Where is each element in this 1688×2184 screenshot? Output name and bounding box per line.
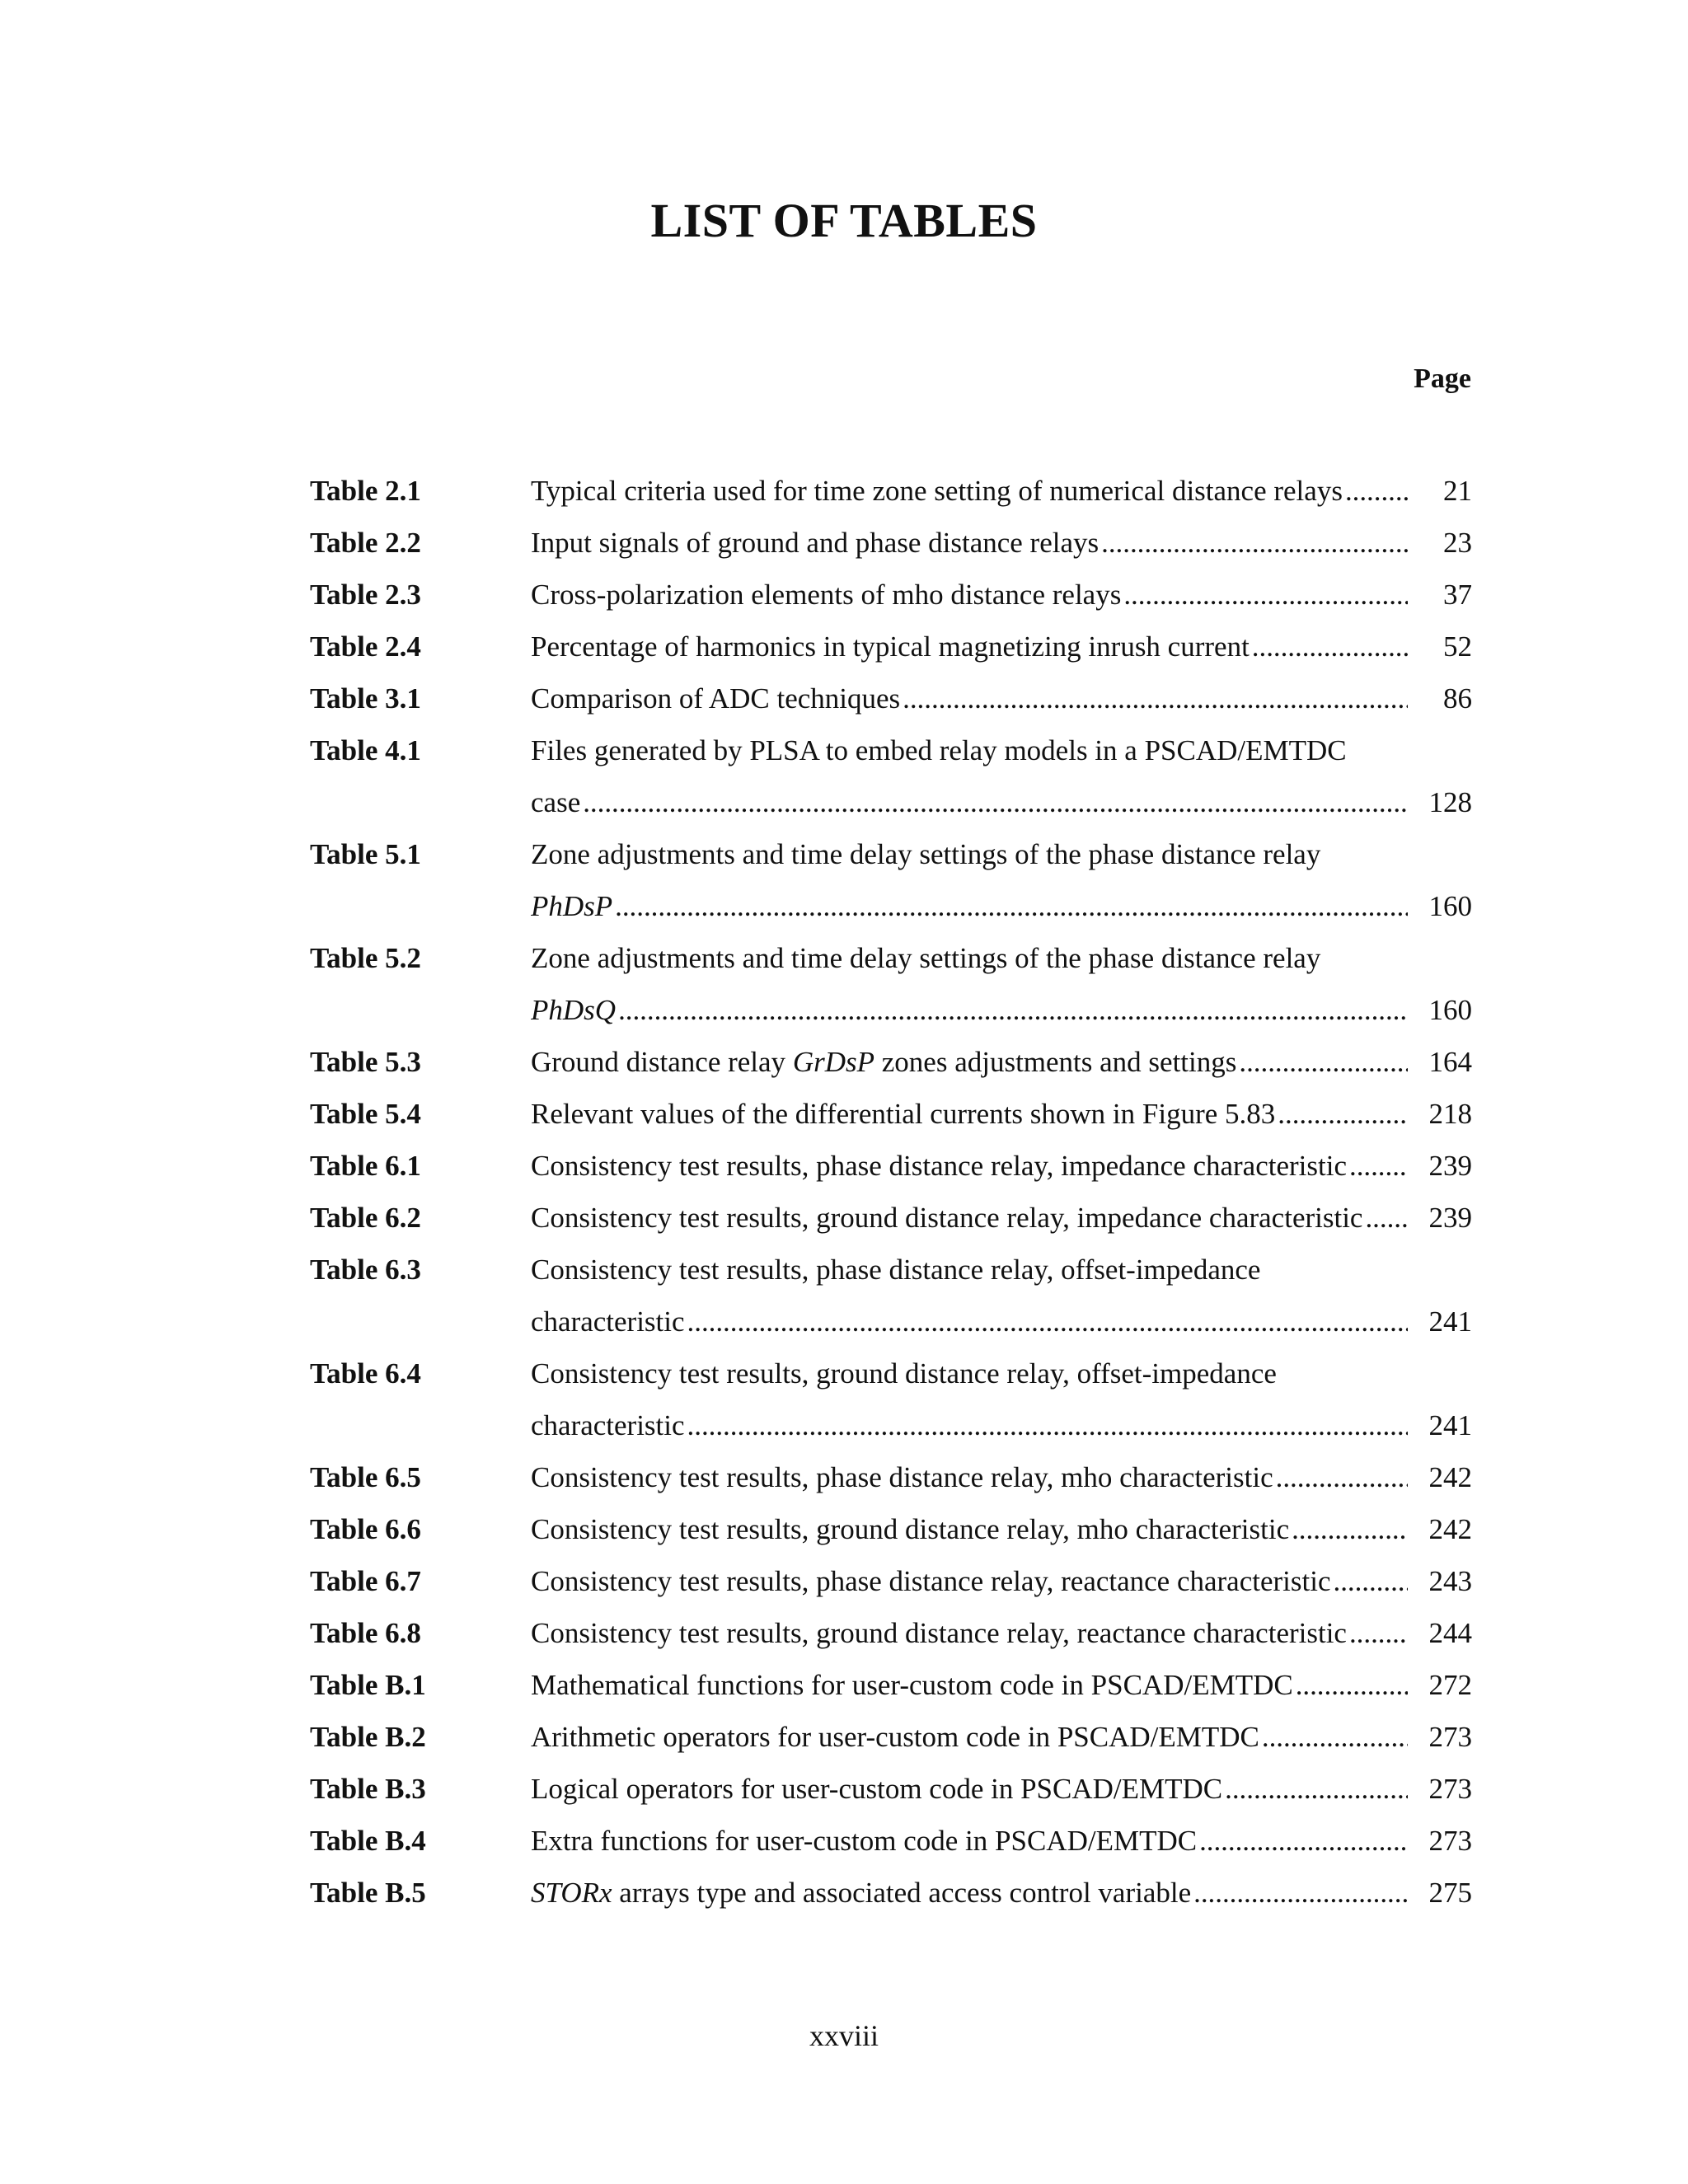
table-label: Table 6.2: [310, 1202, 421, 1234]
table-label: Table 2.3: [310, 579, 421, 611]
table-title-continuation: PhDsP: [531, 890, 613, 922]
dot-leader: [615, 880, 1408, 932]
toc-entry[interactable]: [310, 1347, 1472, 1451]
toc-entry[interactable]: [310, 465, 1472, 517]
page-number: 218: [1428, 1098, 1472, 1130]
table-label: Table B.4: [310, 1825, 426, 1857]
table-title-continuation: case: [531, 786, 581, 818]
page-number: 164: [1428, 1046, 1472, 1078]
table-title: Consistency test results, phase distance relay, mho characteristic: [531, 1461, 1273, 1493]
table-title: Consistency test results, ground distance relay, mho characteristic: [531, 1513, 1290, 1545]
page-number: 86: [1443, 682, 1472, 715]
dot-leader: [1365, 1192, 1408, 1244]
dot-leader: [1278, 1088, 1408, 1140]
table-label: Table B.5: [310, 1877, 426, 1909]
dot-leader: [687, 1399, 1408, 1451]
dot-leader: [1262, 1711, 1408, 1763]
table-title: Zone adjustments and time delay settings of the phase distance relay: [531, 838, 1321, 870]
table-label: Table 6.4: [310, 1357, 421, 1390]
page-column-header: Page: [1414, 363, 1471, 394]
toc-entry[interactable]: [310, 1763, 1472, 1815]
dot-leader: [1193, 1867, 1408, 1919]
page-number: 241: [1428, 1305, 1472, 1338]
toc-entry[interactable]: [310, 1451, 1472, 1503]
page-number: 52: [1443, 630, 1472, 663]
table-label: Table B.2: [310, 1721, 426, 1753]
page-number: 273: [1428, 1721, 1472, 1753]
dot-leader: [618, 984, 1408, 1036]
table-label: Table 5.3: [310, 1046, 421, 1078]
table-title: Typical criteria used for time zone setting of numerical distance relays: [531, 475, 1343, 507]
table-title: Consistency test results, phase distance relay, offset-impedance: [531, 1254, 1261, 1286]
page-number: 128: [1428, 786, 1472, 818]
dot-leader: [1225, 1763, 1408, 1815]
table-title: Cross-polarization elements of mho distance relays: [531, 579, 1122, 611]
page-number: 160: [1428, 994, 1472, 1026]
table-title: Zone adjustments and time delay settings of the phase distance relay: [531, 942, 1321, 974]
page-number: 160: [1428, 890, 1472, 922]
table-title: Consistency test results, ground distance relay, reactance characteristic: [531, 1617, 1347, 1649]
toc-entry[interactable]: [310, 1867, 1472, 1919]
toc-entry[interactable]: [310, 1711, 1472, 1763]
table-title: Relevant values of the differential currents shown in Figure 5.83: [531, 1098, 1276, 1130]
toc-entry[interactable]: [310, 1140, 1472, 1192]
table-title: Percentage of harmonics in typical magnetizing inrush current: [531, 630, 1250, 663]
table-title: Consistency test results, phase distance relay, reactance characteristic: [531, 1565, 1331, 1597]
page-number: 242: [1428, 1513, 1472, 1545]
dot-leader: [1276, 1451, 1408, 1503]
dot-leader: [903, 673, 1408, 724]
table-label: Table 6.5: [310, 1461, 421, 1493]
dot-leader: [1199, 1815, 1408, 1867]
table-title-part: zones adjustments and settings: [874, 1046, 1237, 1078]
table-title-part: Ground distance relay: [531, 1046, 793, 1078]
dot-leader: [1239, 1036, 1408, 1088]
page-number: 241: [1428, 1409, 1472, 1441]
table-label: Table 5.2: [310, 942, 421, 974]
page-number: 242: [1428, 1461, 1472, 1493]
table-label: Table B.1: [310, 1669, 426, 1701]
toc-entry[interactable]: [310, 932, 1472, 1036]
table-title: Consistency test results, ground distance relay, impedance characteristic: [531, 1202, 1363, 1234]
page-title: LIST OF TABLES: [650, 194, 1038, 247]
dot-leader: [687, 1296, 1408, 1347]
table-title: Files generated by PLSA to embed relay models in a PSCAD/EMTDC: [531, 734, 1347, 766]
table-label: Table 2.1: [310, 475, 421, 507]
toc-entry[interactable]: [310, 724, 1472, 828]
table-title: Extra functions for user-custom code in PSCAD/EMTDC: [531, 1825, 1198, 1857]
page-number: 273: [1428, 1773, 1472, 1805]
table-title-part: arrays type and associated access control variable: [612, 1877, 1192, 1909]
table-label: Table 6.7: [310, 1565, 421, 1597]
toc-entry[interactable]: [310, 1815, 1472, 1867]
table-label: Table 4.1: [310, 734, 421, 766]
dot-leader: [1349, 1607, 1408, 1659]
page-number: 243: [1428, 1565, 1472, 1597]
toc-entry[interactable]: [310, 517, 1472, 569]
table-label: Table 5.1: [310, 838, 421, 870]
dot-leader: [1345, 465, 1408, 517]
table-title-continuation: PhDsQ: [531, 994, 617, 1026]
toc-entry[interactable]: [310, 569, 1472, 621]
toc-entry[interactable]: [310, 1503, 1472, 1555]
toc-entry[interactable]: [310, 1036, 1472, 1088]
table-title-continuation: characteristic: [531, 1305, 685, 1338]
table-title: [531, 1036, 1236, 1088]
table-title-continuation: characteristic: [531, 1409, 685, 1441]
toc-entry[interactable]: [310, 1244, 1472, 1347]
table-label: Table 3.1: [310, 682, 421, 715]
dot-leader: [1292, 1503, 1408, 1555]
toc-entry[interactable]: [310, 1192, 1472, 1244]
page-number: 239: [1428, 1202, 1472, 1234]
toc-entry[interactable]: [310, 621, 1472, 673]
dot-leader: [583, 776, 1408, 828]
table-label: Table 6.3: [310, 1254, 421, 1286]
page-number: 21: [1443, 475, 1472, 507]
table-label: Table B.3: [310, 1773, 426, 1805]
dot-leader: [1101, 517, 1408, 569]
table-label: Table 6.6: [310, 1513, 421, 1545]
dot-leader: [1334, 1555, 1409, 1607]
dot-leader: [1252, 621, 1408, 673]
table-label: Table 2.2: [310, 527, 421, 559]
toc-entry[interactable]: [310, 1607, 1472, 1659]
page-number: 23: [1443, 527, 1472, 559]
page-number: 37: [1443, 579, 1472, 611]
page-number: 272: [1428, 1669, 1472, 1701]
table-title: Consistency test results, ground distance relay, offset-impedance: [531, 1357, 1277, 1390]
table-title-italic: GrDsP: [792, 1046, 874, 1078]
list-of-tables: [310, 465, 1472, 1919]
table-title: Consistency test results, phase distance relay, impedance characteristic: [531, 1150, 1347, 1182]
table-title: Logical operators for user-custom code in PSCAD/EMTDC: [531, 1773, 1223, 1805]
table-label: Table 6.8: [310, 1617, 421, 1649]
toc-entry[interactable]: [310, 1659, 1472, 1711]
toc-entry[interactable]: [310, 673, 1472, 724]
page-number: 244: [1428, 1617, 1472, 1649]
table-title-italic: STORx: [531, 1877, 612, 1909]
dot-leader: [1349, 1140, 1408, 1192]
page-number: 273: [1428, 1825, 1472, 1857]
dot-leader: [1296, 1659, 1408, 1711]
table-title: Mathematical functions for user-custom code in PSCAD/EMTDC: [531, 1669, 1293, 1701]
table-label: Table 6.1: [310, 1150, 421, 1182]
table-label: Table 2.4: [310, 630, 421, 663]
footer-page-number: xxviii: [809, 2019, 879, 2052]
toc-entry[interactable]: [310, 1088, 1472, 1140]
toc-entry[interactable]: [310, 1555, 1472, 1607]
page-number: 239: [1428, 1150, 1472, 1182]
dot-leader: [1123, 569, 1408, 621]
table-title: Arithmetic operators for user-custom code in PSCAD/EMTDC: [531, 1721, 1259, 1753]
table-label: Table 5.4: [310, 1098, 421, 1130]
toc-entry[interactable]: [310, 828, 1472, 932]
table-title: [531, 1867, 1191, 1919]
page-number: 275: [1428, 1877, 1472, 1909]
table-title: Input signals of ground and phase distance relays: [531, 527, 1100, 559]
table-title: Comparison of ADC techniques: [531, 682, 901, 715]
